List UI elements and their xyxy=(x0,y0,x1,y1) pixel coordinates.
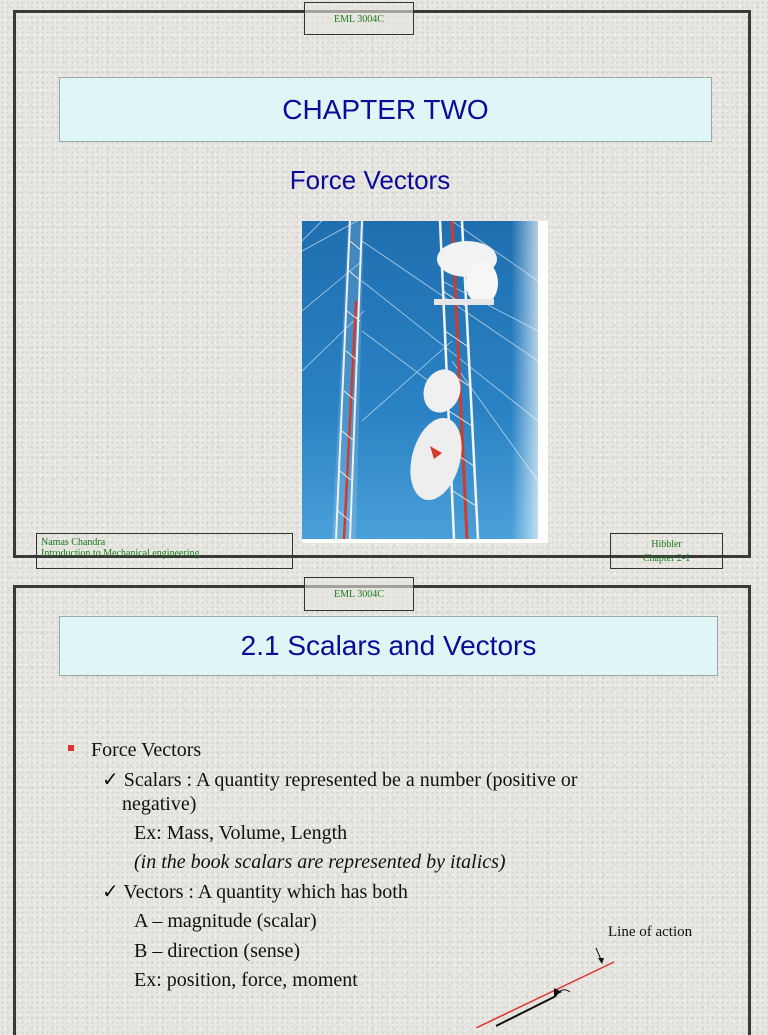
course-code-tag xyxy=(304,577,414,611)
slide-title: 2.1 Scalars and Vectors xyxy=(240,630,537,661)
slide-chapter-two xyxy=(13,10,751,564)
slide-scalars-vectors xyxy=(13,585,751,1035)
course-code: EML 3004C xyxy=(334,14,384,25)
slide-title: CHAPTER TWO xyxy=(282,94,489,125)
footer-reference-box xyxy=(610,533,723,569)
scalars-note: (in the book scalars are represented by italics) xyxy=(134,851,506,873)
footer-chapter-number: Chapter 2-1 xyxy=(642,553,691,564)
checkmark-icon: ✓ xyxy=(102,769,119,791)
vectors-magnitude: A – magnitude (scalar) xyxy=(134,910,317,932)
footer-reference-book: Hibbler xyxy=(651,539,682,550)
course-code-tag xyxy=(304,2,414,35)
slide-title-box xyxy=(59,616,718,676)
course-code: EML 3004C xyxy=(334,589,384,600)
vectors-item xyxy=(102,880,408,904)
scalars-examples: Ex: Mass, Volume, Length xyxy=(134,822,348,844)
line-of-action-label: Line of action xyxy=(608,924,693,940)
scalars-item xyxy=(102,768,578,792)
vector-arrow-icon xyxy=(436,918,636,1028)
bullet-square-icon xyxy=(68,745,74,751)
footer-author: Namas Chandra xyxy=(41,537,106,548)
vectors-definition: Vectors : A quantity which has both xyxy=(123,881,408,903)
scalars-definition: Scalars : A quantity represented be a number (positive or xyxy=(123,769,578,791)
antenna-tower-image xyxy=(302,221,548,543)
checkmark-icon: ✓ xyxy=(102,881,119,903)
slide-subtitle-wrap xyxy=(16,165,754,196)
vectors-direction: B – direction (sense) xyxy=(134,940,301,962)
slide-title-box xyxy=(59,77,712,142)
vectors-examples: Ex: position, force, moment xyxy=(134,969,358,991)
scalars-definition-cont: negative) xyxy=(122,793,197,815)
slide-subtitle: Force Vectors xyxy=(289,165,451,195)
bullet-force-vectors: Force Vectors xyxy=(91,739,202,761)
footer-author-box xyxy=(36,533,293,569)
footer-course-name: Introduction to Mechanical engineering xyxy=(41,548,200,559)
antenna-tower-photo xyxy=(302,221,548,543)
